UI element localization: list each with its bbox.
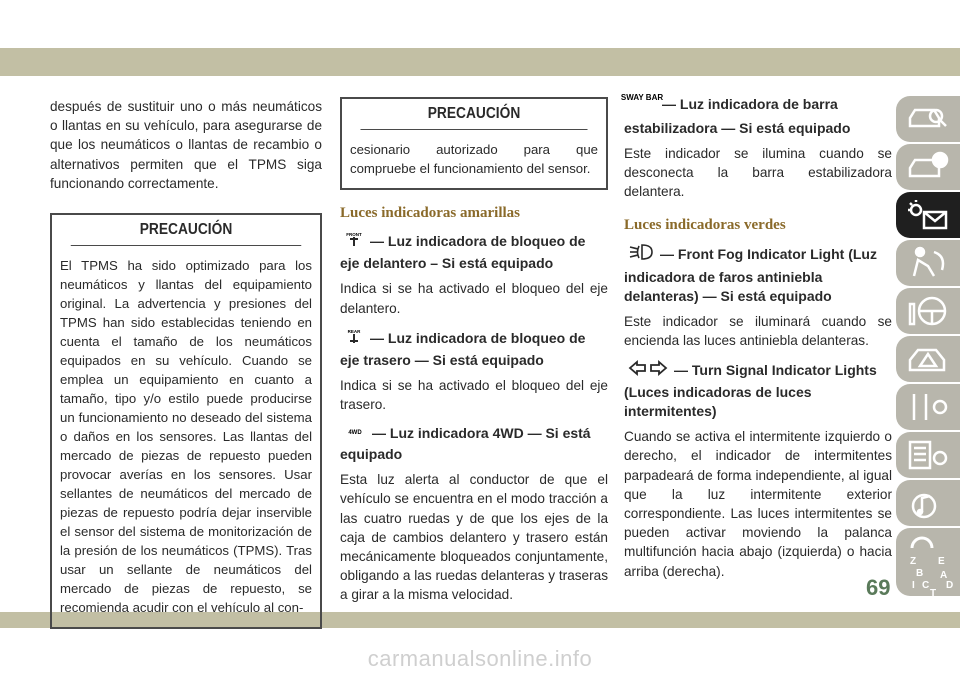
indicator-rear-lock-title: REAR — Luz indicadora de bloqueo de eje trasero — Si está equipado <box>340 328 586 368</box>
section-title-green: Luces indicadoras verdes <box>624 216 786 233</box>
tab-car-info[interactable] <box>896 144 960 190</box>
indicator-front-fog-title: — Front Fog Indicator Light (Luz indicadora de faros antiniebla delanteras) — Si está equipado <box>624 243 892 306</box>
indicator-turn-signal-title: — Turn Signal Indicator Lights (Luces indicadoras de luces intermitentes) <box>624 360 892 421</box>
front-lock-icon <box>344 231 364 252</box>
caution-box <box>50 213 322 629</box>
page-number: 69 <box>866 575 891 600</box>
steering-wheel-icon <box>906 294 950 328</box>
car-info-icon <box>906 150 950 184</box>
specifications-icon <box>906 438 950 472</box>
car-search-icon <box>906 102 950 136</box>
turn-signal-icon <box>628 360 668 381</box>
warning-lights-icon <box>906 198 950 232</box>
svg-text:B: B <box>916 568 924 579</box>
tab-car-emergency[interactable] <box>896 336 960 382</box>
tab-specifications[interactable] <box>896 432 960 478</box>
column-2 <box>340 97 608 615</box>
svg-text:REAR: REAR <box>347 328 361 334</box>
svg-text:A: A <box>940 570 948 581</box>
index-icon <box>906 554 956 598</box>
svg-text:D: D <box>946 580 954 591</box>
tab-warning-lights[interactable] <box>896 192 960 238</box>
tools-icon <box>906 390 950 424</box>
section-title-amber: Luces indicadoras amarillas <box>340 205 521 222</box>
watermark: carmanualsonline.info <box>367 646 593 671</box>
tab-steering-wheel[interactable] <box>896 288 960 334</box>
front-fog-icon <box>628 243 654 266</box>
sway-bar-icon <box>620 92 664 117</box>
svg-text:E: E <box>938 556 945 567</box>
music-icon <box>906 486 950 520</box>
tab-car-search[interactable] <box>896 96 960 142</box>
caution-title: PRECAUCIÓN <box>360 99 587 130</box>
svg-text:C: C <box>922 580 930 591</box>
top-band <box>0 48 960 76</box>
indicator-4wd-title: 4WD — Luz indicadora 4WD — Si está equipado <box>340 425 591 463</box>
indicator-front-fog-text: Este indicador se iluminará cuando se encienda las luces antiniebla delanteras. <box>624 313 892 349</box>
caution-text: El TPMS ha sido optimizado para los neumáticos y llantas del equipamiento original. La advertencia y presiones del TPMS han sido establecidas teniendo en cuenta el tamaño de los neumáticos equipados en su vehículo. Cuando se emplea un equipamiento en cuanto a tamaño, tipo y/o estilo puede producirse un funcionamiento no deseado del sistema o daños en los sensores. Las llantas del mercado de piezas de repuesto pueden provocar averías en los sensores. Usar sellantes de neumáticos del mercado de piezas de repuesto podría dejar inservible el sensor del sistema de monitorización de la presión de los neumáticos (TPMS). Tras usar un sellante de neumáticos del mercado de piezas de repuesto, se recomienda acudir con el vehículo al con- <box>60 258 312 616</box>
tab-tools[interactable] <box>896 384 960 430</box>
tab-person-airbag[interactable] <box>896 240 960 286</box>
svg-text:SWAY BAR: SWAY BAR <box>620 93 664 102</box>
indicator-turn-signal-text: Cuando se activa el intermitente izquierdo o derecho, el indicador de intermitentes parpadeará de forma independiente, al igual que la luz intermitente exterior correspondiente. Las luces intermitentes se pueden activar moviendo la palanca multifunción hacia abajo (izquierda) o hacia arriba (derecha). <box>624 429 892 579</box>
caution-text: cesionario autorizado para que compruebe el funcionamiento del sensor. <box>350 142 598 177</box>
intro-paragraph: después de sustituir uno o más neumáticos o llantas en su vehículo, para asegurarse de que los neumáticos o llantas de recambio o alternativos permiten que el TPMS siga funcionando correctamente. <box>50 99 322 191</box>
car-emergency-icon <box>906 342 950 376</box>
svg-text:4WD: 4WD <box>348 430 362 437</box>
indicator-front-lock-title: FRONT — Luz indicadora de bloqueo de eje delantero – Si está equipado <box>340 232 586 272</box>
indicator-front-lock-text: Indica si se ha activado el bloqueo del eje delantero. <box>340 281 608 316</box>
person-airbag-icon <box>906 246 950 280</box>
column-3 <box>620 92 892 591</box>
column-1 <box>50 97 322 629</box>
indicator-4wd-text: Esta luz alerta al conductor de que el vehículo se encuentra en el modo tracción a las cuatro ruedas y de que los ejes de la caja de cambios delantero y trasero están mecánicamente bloqueados conjuntamente, obligando a las ruedas delanteras y traseras a girar a la misma velocidad. <box>340 472 608 603</box>
svg-text:FRONT: FRONT <box>346 232 362 238</box>
4wd-icon <box>344 424 366 443</box>
tab-index[interactable] <box>896 548 960 599</box>
tab-music[interactable] <box>896 480 960 526</box>
indicator-sway-bar-title: SWAY BAR — Luz indicadora de barra estabilizadora — Si está equipado <box>620 93 851 136</box>
indicator-sway-bar-text: Este indicador se ilumina cuando se desconecta la barra estabilizadora delantera. <box>624 146 892 200</box>
svg-text:T: T <box>930 588 937 599</box>
caution-title: PRECAUCIÓN <box>71 215 301 246</box>
rear-lock-icon <box>344 328 364 349</box>
caution-box-continued <box>340 97 608 190</box>
svg-text:Z: Z <box>910 556 917 567</box>
indicator-rear-lock-text: Indica si se ha activado el bloqueo del eje trasero. <box>340 377 608 413</box>
svg-text:I: I <box>912 580 915 591</box>
